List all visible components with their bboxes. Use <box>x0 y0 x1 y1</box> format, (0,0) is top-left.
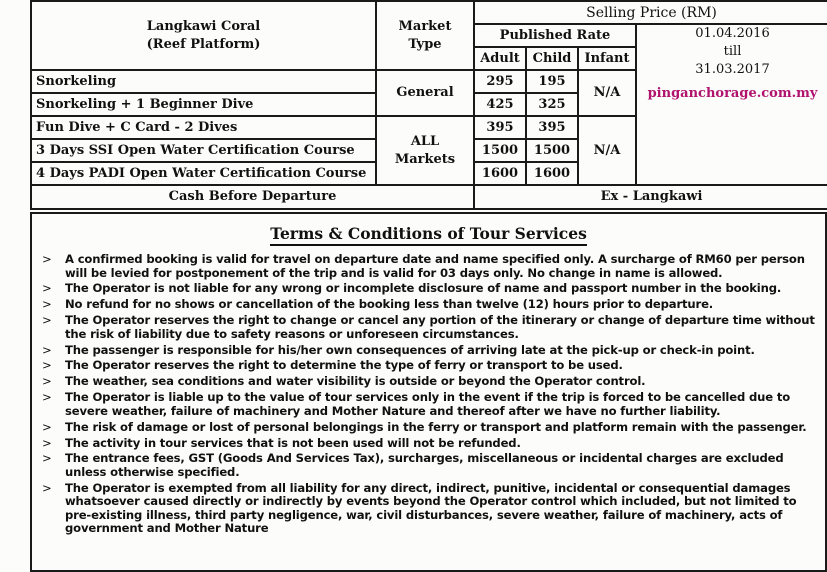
infant-header: Infant <box>578 47 636 70</box>
child-price: 1600 <box>526 162 578 185</box>
terms-item-text: The Operator is not liable for any wrong or incomplete disclosure of name and passport number in the booking. <box>65 281 782 296</box>
bullet-marker: > <box>42 419 52 434</box>
bullet-marker: > <box>42 342 52 357</box>
bullet-marker: > <box>42 297 52 312</box>
terms-item <box>32 282 821 296</box>
published-rate-header: Published Rate <box>474 24 636 47</box>
terms-item <box>32 437 821 451</box>
terms-item-text: The weather, sea conditions and water visibility is outside or beyond the Operator control. <box>65 374 646 389</box>
market-all-l1: ALL <box>410 133 440 149</box>
bullet-marker: > <box>42 435 52 450</box>
activity-cell: Fun Dive + C Card - 2 Dives <box>31 116 376 139</box>
activity-cell: 3 Days SSI Open Water Certification Course <box>31 139 376 162</box>
terms-item-text: The Operator reserves the right to change or cancel any portion of the itinerary or change of departure time without the risk of liability due to safety reasons or unforeseen circumstances. <box>65 313 815 341</box>
adult-header: Adult <box>474 47 526 70</box>
adult-price: 1500 <box>474 139 526 162</box>
activity-cell: Snorkeling <box>31 70 376 93</box>
terms-item-text: No refund for no shows or cancellation of the booking less than twelve (12) hours prior to departure. <box>65 297 714 312</box>
terms-item-text: The Operator is exempted from all liability for any direct, indirect, punitive, incidental or consequential damages whatsoever caused directly or indirectly by events beyond the Operator control which included, but not limited to pre-existing illness, third party negligence, war, civil disturbances, severe weather, failure of machinery, acts of government and Mother Nature <box>65 480 797 536</box>
terms-item-text: The activity in tour services that is not been used will not be refunded. <box>65 435 521 450</box>
terms-item <box>32 482 821 536</box>
adult-price: 395 <box>474 116 526 139</box>
market-general: General <box>376 70 474 116</box>
product-title <box>31 1 376 70</box>
terms-item <box>32 298 821 312</box>
bullet-marker: > <box>42 313 52 328</box>
market-type-l2: Type <box>408 36 442 52</box>
child-price: 325 <box>526 93 578 116</box>
child-header: Child <box>526 47 578 70</box>
child-price: 1500 <box>526 139 578 162</box>
validity-period <box>636 24 827 185</box>
terms-item-text: The Operator reserves the right to determine the type of ferry or transport to be used. <box>65 358 623 373</box>
terms-list <box>32 253 825 536</box>
bullet-marker: > <box>42 480 52 495</box>
terms-item <box>32 421 821 435</box>
terms-item <box>32 391 821 418</box>
title-line-2: (Reef Platform) <box>146 36 261 52</box>
child-price: 395 <box>526 116 578 139</box>
terms-item-text: The passenger is responsible for his/her own consequences of arriving late at the pick-up or check-in point. <box>65 342 755 357</box>
terms-item-text: A confirmed booking is valid for travel on departure date and name specified only. A surcharge of RM60 per person will be levied for postponement of the trip and is valid for 03 days only. No change in name is allowed. <box>65 252 805 280</box>
terms-item-text: The entrance fees, GST (Goods And Services Tax), surcharges, miscellaneous or incidental charges are excluded unless otherwise specified. <box>65 451 784 479</box>
terms-title-text: Terms & Conditions of Tour Services <box>270 224 587 246</box>
price-sheet <box>30 0 827 554</box>
terms-item <box>32 375 821 389</box>
title-line-1: Langkawi Coral <box>146 18 261 34</box>
website-text: pinganchorage.com.my <box>647 86 818 101</box>
activity-cell: 4 Days PADI Open Water Certification Course <box>31 162 376 185</box>
bullet-marker: > <box>42 252 52 266</box>
bullet-marker: > <box>42 281 52 296</box>
bullet-marker: > <box>42 358 52 373</box>
activity-cell: Snorkeling + 1 Beginner Dive <box>31 93 376 116</box>
rate-table <box>30 0 827 210</box>
adult-price: 425 <box>474 93 526 116</box>
market-type-l1: Market <box>398 18 452 34</box>
terms-item <box>32 314 821 341</box>
validity-to: 31.03.2017 <box>695 62 770 77</box>
terms-section <box>30 212 827 572</box>
cash-before-departure: Cash Before Departure <box>31 185 474 209</box>
terms-item <box>32 253 821 280</box>
infant-price-na: N/A <box>578 116 636 185</box>
validity-till: till <box>723 44 742 59</box>
terms-item <box>32 344 821 358</box>
bullet-marker: > <box>42 374 52 389</box>
validity-from: 01.04.2016 <box>695 26 770 41</box>
terms-item <box>32 452 821 479</box>
ex-langkawi: Ex - Langkawi <box>474 185 827 209</box>
child-price: 195 <box>526 70 578 93</box>
bullet-marker: > <box>42 390 52 405</box>
market-all <box>376 116 474 185</box>
infant-price-na: N/A <box>578 70 636 116</box>
terms-item-text: The risk of damage or lost of personal belongings in the ferry or transport and platform remain with the passenger. <box>65 419 807 434</box>
terms-item-text: The Operator is liable up to the value of tour services only in the event if the trip is forced to be cancelled due to severe weather, failure of machinery and Mother Nature and thereof after we have no further liability. <box>65 390 791 418</box>
bullet-marker: > <box>42 451 52 466</box>
terms-item <box>32 359 821 373</box>
selling-price-header: Selling Price (RM) <box>474 1 827 24</box>
adult-price: 295 <box>474 70 526 93</box>
market-type-header <box>376 1 474 70</box>
adult-price: 1600 <box>474 162 526 185</box>
market-all-l2: Markets <box>394 151 456 167</box>
terms-title <box>32 224 825 243</box>
